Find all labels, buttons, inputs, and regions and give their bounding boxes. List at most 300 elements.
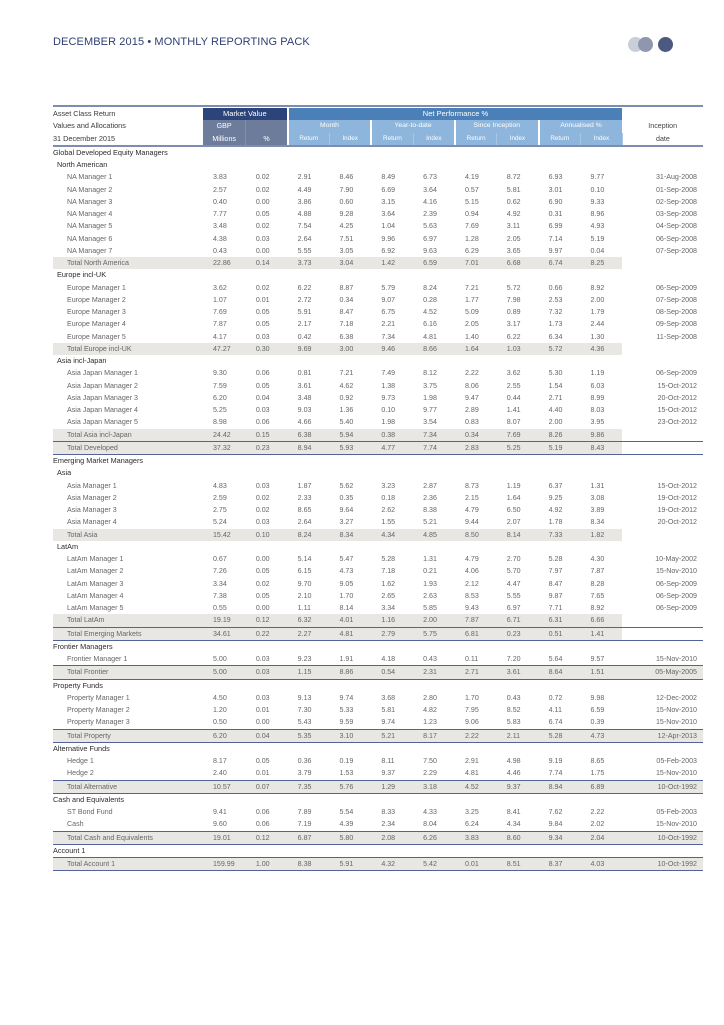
ytd-return-cell: 1.55: [381, 518, 396, 527]
inception-date-cell: 06-Sep-2009: [655, 369, 697, 378]
ytd-index-cell: 0.43: [423, 655, 437, 664]
market-value-millions-cell: 2.75: [212, 506, 227, 515]
annualised-index-cell: 4.30: [590, 555, 605, 564]
market-value-millions-cell: 4.50: [212, 693, 227, 702]
since-inception-return-cell: 7.01: [455, 257, 497, 269]
month-return-cell: 2.64: [297, 518, 312, 527]
row-label: Europe Manager 3: [67, 308, 126, 317]
row-label: Asia Japan Manager 5: [67, 418, 138, 427]
annualised-return-cell: 6.90: [548, 197, 563, 206]
row-label: Asia Manager 3: [67, 506, 117, 515]
annualised-index-cell: 9.77: [590, 173, 605, 182]
market-value-percent-cell: 0.14: [246, 257, 288, 269]
market-value-millions-cell: 37.32: [203, 441, 246, 454]
row-label: Asia Japan Manager 2: [67, 381, 138, 390]
month-return-cell: 1.87: [297, 481, 312, 490]
ytd-return-cell: 1.38: [381, 381, 396, 390]
month-return-cell: 5.35: [288, 729, 330, 742]
annualised-index-cell: 5.19: [590, 234, 605, 243]
since-inception-return-cell: 2.22: [455, 729, 497, 742]
since-inception-return-cell: 3.25: [464, 808, 479, 817]
ytd-index-cell: 3.64: [423, 185, 437, 194]
market-value-millions-cell: 15.42: [203, 529, 246, 541]
annualised-index-cell: 1.79: [590, 308, 605, 317]
since-inception-index-cell: 5.83: [506, 718, 521, 727]
annualised-return-cell: 7.14: [548, 234, 563, 243]
ytd-index-cell: 9.77: [423, 406, 437, 415]
market-value-percent-cell: 0.01: [255, 769, 270, 778]
ytd-return-cell: 9.46: [371, 343, 413, 355]
annualised-return-cell: 8.47: [548, 579, 563, 588]
market-value-percent-cell: 0.06: [255, 820, 270, 829]
annualised-index-cell: 8.34: [590, 518, 605, 527]
market-value-percent-cell: 0.03: [255, 406, 270, 415]
row-label: Asia Manager 2: [67, 493, 117, 502]
month-return-cell: 3.86: [297, 197, 312, 206]
market-value-millions-cell: 0.50: [212, 718, 227, 727]
market-value-millions-cell: 3.34: [212, 579, 227, 588]
total-row: [53, 831, 703, 844]
inception-date-cell: 06-Sep-2009: [655, 604, 697, 613]
annualised-index-cell: 8.92: [590, 604, 605, 613]
since-inception-return-cell: 2.83: [455, 441, 497, 454]
since-inception-return-cell: 2.89: [464, 406, 479, 415]
table-row: [53, 220, 703, 232]
table-row: [53, 704, 703, 716]
subsection-row: [53, 467, 703, 479]
annualised-index-cell: 6.03: [590, 381, 605, 390]
since-inception-return-cell: 1.28: [464, 234, 479, 243]
row-label: Total Europe incl-UK: [53, 343, 203, 355]
section-row: [53, 742, 703, 755]
inception-header-line-2: date: [656, 134, 670, 143]
market-value-percent-cell: 0.22: [246, 627, 288, 640]
market-value-percent-cell: 1.00: [246, 858, 288, 871]
month-index-cell: 3.00: [329, 343, 371, 355]
row-label: Total Property: [53, 729, 203, 742]
month-return-cell: 3.61: [297, 381, 312, 390]
ytd-index-cell: 8.17: [413, 729, 455, 742]
ytd-return-cell: 2.21: [381, 320, 396, 329]
month-index-cell: 6.38: [339, 332, 354, 341]
row-label: Total Developed: [53, 441, 203, 454]
since-inception-return-cell: 6.24: [464, 820, 479, 829]
annualised-index-cell: 8.92: [590, 283, 605, 292]
month-index-cell: 1.91: [339, 655, 354, 664]
since-inception-index-cell: 8.72: [506, 173, 521, 182]
annualised-index-cell: 7.65: [590, 591, 605, 600]
section-row: [53, 793, 703, 806]
since-inception-index-cell: 9.37: [497, 780, 539, 793]
since-inception-index-cell: 1.64: [506, 493, 521, 502]
row-label: LatAm: [57, 541, 79, 551]
month-return-cell: 1.11: [297, 604, 311, 613]
month-index-cell: 4.73: [339, 567, 354, 576]
total-row: [53, 441, 703, 454]
inception-date-cell: 10-May-2002: [655, 555, 697, 564]
month-return-cell: 2.10: [297, 591, 312, 600]
ytd-index-cell: 2.63: [423, 591, 437, 600]
month-index-cell: 7.21: [339, 369, 354, 378]
annualised-index-cell: 8.03: [590, 406, 605, 415]
section-row: [53, 455, 703, 468]
since-inception-index-cell: 6.68: [497, 257, 539, 269]
market-value-percent-cell: 0.04: [246, 729, 288, 742]
table-row: [53, 196, 703, 208]
inception-date-cell: 15-Oct-2012: [657, 381, 697, 390]
annualised-return-cell: 4.92: [548, 506, 563, 515]
inception-date-cell: 15-Nov-2010: [655, 820, 697, 829]
annualised-index-cell: 1.51: [580, 666, 622, 679]
month-return-cell: 8.38: [288, 858, 330, 871]
month-index-cell: 0.34: [339, 295, 354, 304]
annualised-index-cell: 1.82: [580, 529, 622, 541]
row-label: Total North America: [53, 257, 203, 269]
since-inception-return-cell: 4.79: [464, 506, 479, 515]
since-inception-return-cell: 4.06: [464, 567, 479, 576]
market-value-millions-cell: 4.38: [212, 234, 227, 243]
table-row: [53, 767, 703, 780]
market-value-percent-cell: 0.00: [255, 197, 270, 206]
ytd-return-cell: 6.75: [381, 308, 396, 317]
row-label: Global Developed Equity Managers: [53, 147, 168, 157]
annualised-return-cell: 8.37: [539, 858, 581, 871]
market-value-millions-cell: 7.38: [212, 591, 227, 600]
market-value-millions-cell: 0.55: [212, 604, 227, 613]
market-value-millions-cell: 19.19: [203, 614, 246, 627]
since-inception-index-header: Index: [497, 133, 539, 145]
annualised-return-cell: 9.19: [548, 757, 563, 766]
market-value-millions-cell: 0.43: [212, 246, 227, 255]
month-index-cell: 4.01: [329, 614, 371, 627]
month-index-cell: 9.05: [339, 579, 354, 588]
market-value-millions-cell: 9.60: [212, 820, 227, 829]
month-index-cell: 1.36: [339, 406, 354, 415]
ytd-index-cell: 2.87: [423, 481, 437, 490]
month-return-cell: 7.19: [297, 820, 312, 829]
percent-header: %: [246, 133, 288, 145]
inception-date-cell: 10-Oct-1992: [622, 858, 703, 871]
total-row: [53, 529, 703, 541]
since-inception-return-cell: 4.81: [464, 769, 479, 778]
month-return-cell: 5.91: [297, 308, 312, 317]
market-value-percent-cell: 0.03: [255, 518, 270, 527]
annualised-index-cell: 1.31: [590, 481, 605, 490]
ytd-return-cell: 5.81: [381, 706, 396, 715]
table-row: [53, 716, 703, 729]
market-value-percent-cell: 0.06: [255, 369, 270, 378]
table-row: [53, 392, 703, 404]
annualised-return-cell: 9.87: [548, 591, 563, 600]
market-value-millions-cell: 10.57: [203, 780, 246, 793]
market-value-percent-cell: 0.02: [255, 173, 270, 182]
market-value-percent-cell: 0.05: [255, 757, 270, 766]
annualised-return-cell: 0.72: [548, 693, 563, 702]
market-value-percent-cell: 0.05: [255, 381, 270, 390]
since-inception-return-cell: 1.64: [455, 343, 497, 355]
table-row: [53, 492, 703, 504]
month-index-cell: 5.54: [339, 808, 354, 817]
month-index-cell: 1.53: [339, 769, 354, 778]
row-label: Europe Manager 4: [67, 320, 126, 329]
row-label: LatAm Manager 3: [67, 579, 124, 588]
ytd-return-cell: 1.98: [381, 418, 396, 427]
inception-date-cell: 15-Oct-2012: [657, 481, 697, 490]
annualised-return-cell: 2.53: [548, 295, 563, 304]
market-value-millions-cell: 0.67: [212, 555, 227, 564]
total-row: [53, 343, 703, 355]
annualised-index-cell: 3.95: [590, 418, 605, 427]
since-inception-index-cell: 0.44: [506, 393, 521, 402]
market-value-millions-cell: 9.30: [212, 369, 227, 378]
month-index-cell: 5.80: [329, 831, 371, 844]
annualised-index-cell: 7.87: [590, 567, 605, 576]
inception-date-cell: [622, 441, 703, 454]
since-inception-index-cell: 8.51: [497, 858, 539, 871]
annualised-group-header: Annualised %: [539, 120, 623, 132]
since-inception-return-cell: 4.52: [455, 780, 497, 793]
month-return-cell: 8.94: [288, 441, 330, 454]
annualised-return-cell: 4.11: [548, 706, 562, 715]
market-value-percent-cell: 0.02: [255, 493, 270, 502]
asset-class-return-table: [53, 108, 703, 871]
ytd-return-header: Return: [371, 133, 413, 145]
table-row: [53, 602, 703, 614]
month-return-cell: 6.22: [297, 283, 312, 292]
annualised-index-cell: 0.04: [590, 246, 605, 255]
row-label: NA Manager 2: [67, 185, 113, 194]
market-value-percent-cell: 0.12: [246, 614, 288, 627]
total-row: [53, 257, 703, 269]
market-value-percent-cell: 0.03: [246, 666, 288, 679]
since-inception-return-cell: 5.15: [464, 197, 479, 206]
since-inception-index-cell: 7.98: [506, 295, 521, 304]
ytd-return-cell: 2.65: [381, 591, 396, 600]
table-row: [53, 653, 703, 666]
ytd-index-cell: 7.50: [423, 757, 437, 766]
annualised-index-cell: 9.86: [580, 429, 622, 442]
header-label-line-3: 31 December 2015: [53, 133, 116, 143]
annualised-index-cell: 2.02: [590, 820, 605, 829]
month-index-cell: 3.05: [339, 246, 354, 255]
inception-date-cell: [622, 627, 703, 640]
row-label: Europe Manager 2: [67, 295, 126, 304]
subsection-row: [53, 541, 703, 553]
since-inception-index-cell: 0.43: [506, 693, 521, 702]
month-group-header: Month: [288, 120, 372, 132]
month-index-cell: 3.27: [339, 518, 354, 527]
since-inception-group-header: Since Inception: [455, 120, 539, 132]
row-label: Frontier Manager 1: [67, 655, 128, 664]
inception-header-line-1: Inception: [648, 122, 678, 131]
since-inception-return-cell: 8.73: [464, 481, 479, 490]
subsection-row: [53, 355, 703, 367]
ytd-index-header: Index: [413, 133, 455, 145]
ytd-return-cell: 4.32: [371, 858, 413, 871]
since-inception-index-cell: 1.03: [497, 343, 539, 355]
table-row: [53, 480, 703, 492]
ytd-index-cell: 2.39: [423, 210, 437, 219]
annualised-index-cell: 4.03: [580, 858, 622, 871]
annualised-return-cell: 5.28: [539, 729, 581, 742]
annualised-return-cell: 8.64: [539, 666, 581, 679]
inception-date-cell: 19-Oct-2012: [657, 506, 697, 515]
inception-date-cell: 31-Aug-2008: [655, 173, 697, 182]
annualised-return-cell: 5.72: [539, 343, 581, 355]
inception-date-cell: 03-Sep-2008: [655, 210, 697, 219]
ytd-return-cell: 9.37: [381, 769, 396, 778]
market-value-millions-cell: 7.59: [212, 381, 227, 390]
month-index-cell: 5.91: [329, 858, 371, 871]
inception-date-cell: 04-Sep-2008: [655, 222, 697, 231]
since-inception-return-cell: 9.06: [464, 718, 479, 727]
ytd-return-cell: 1.16: [371, 614, 413, 627]
annualised-index-cell: 6.89: [580, 780, 622, 793]
since-inception-return-cell: 8.06: [464, 381, 479, 390]
since-inception-index-cell: 6.22: [506, 332, 521, 341]
annualised-return-cell: 2.71: [548, 393, 563, 402]
since-inception-return-cell: 3.83: [455, 831, 497, 844]
net-performance-header: Net Performance %: [288, 108, 623, 120]
table-row: [53, 578, 703, 590]
month-index-cell: 5.94: [329, 429, 371, 442]
month-index-cell: 4.25: [339, 222, 354, 231]
row-label: Emerging Market Managers: [53, 456, 144, 466]
market-value-percent-cell: 0.02: [255, 185, 270, 194]
ytd-index-cell: 2.00: [413, 614, 455, 627]
row-label: Asia Japan Manager 3: [67, 393, 138, 402]
since-inception-index-cell: 1.19: [506, 481, 521, 490]
ytd-return-cell: 9.07: [381, 295, 396, 304]
month-return-cell: 3.48: [297, 393, 312, 402]
market-value-percent-cell: 0.10: [246, 529, 288, 541]
market-value-percent-cell: 0.05: [255, 320, 270, 329]
month-index-header: Index: [329, 133, 371, 145]
table-row: [53, 516, 703, 528]
total-row: [53, 729, 703, 742]
ytd-return-cell: 9.73: [381, 393, 396, 402]
table-row: [53, 380, 703, 392]
row-label: Alternative Funds: [53, 743, 110, 753]
since-inception-index-cell: 8.52: [506, 706, 521, 715]
ytd-index-cell: 4.52: [423, 308, 437, 317]
month-return-cell: 6.32: [288, 614, 330, 627]
table-header: [53, 108, 703, 147]
annualised-return-cell: 1.78: [548, 518, 563, 527]
month-return-cell: 9.23: [297, 655, 312, 664]
row-label: Total Asia: [53, 529, 203, 541]
total-row: [53, 780, 703, 793]
month-index-cell: 5.76: [329, 780, 371, 793]
since-inception-return-cell: 7.87: [455, 614, 497, 627]
since-inception-index-cell: 8.14: [497, 529, 539, 541]
inception-date-cell: 05-Feb-2003: [656, 808, 697, 817]
market-value-percent-cell: 0.05: [255, 210, 270, 219]
month-index-cell: 8.47: [339, 308, 354, 317]
ytd-return-cell: 0.54: [371, 666, 413, 679]
row-label: Property Manager 3: [67, 718, 130, 727]
ytd-index-cell: 2.29: [423, 769, 437, 778]
since-inception-return-cell: 8.53: [464, 591, 479, 600]
row-label: Property Funds: [53, 680, 103, 690]
ytd-return-cell: 6.69: [381, 185, 396, 194]
market-value-millions-cell: 6.20: [212, 393, 227, 402]
month-index-cell: 8.14: [339, 604, 354, 613]
market-value-header: Market Value: [203, 108, 288, 120]
table-row: [53, 755, 703, 767]
market-value-millions-cell: 5.00: [212, 655, 227, 664]
month-return-cell: 2.33: [297, 493, 312, 502]
inception-date-cell: 06-Sep-2008: [655, 234, 697, 243]
since-inception-return-cell: 2.91: [464, 757, 479, 766]
market-value-percent-cell: 0.12: [246, 831, 288, 844]
table-row: [53, 565, 703, 577]
month-index-cell: 0.60: [339, 197, 354, 206]
market-value-percent-cell: 0.01: [255, 295, 270, 304]
market-value-percent-cell: 0.00: [255, 604, 270, 613]
table-row: [53, 233, 703, 245]
annualised-return-cell: 6.31: [539, 614, 581, 627]
since-inception-return-cell: 2.05: [464, 320, 479, 329]
annualised-return-cell: 5.19: [539, 441, 581, 454]
since-inception-index-cell: 0.23: [497, 627, 539, 640]
annualised-index-cell: 6.59: [590, 706, 605, 715]
ytd-index-cell: 4.33: [423, 808, 437, 817]
month-return-cell: 8.65: [297, 506, 312, 515]
ytd-return-cell: 2.79: [371, 627, 413, 640]
total-row: [53, 429, 703, 442]
annualised-return-cell: 6.74: [539, 257, 581, 269]
ytd-index-cell: 1.23: [423, 718, 437, 727]
table-row: [53, 404, 703, 416]
month-index-cell: 0.92: [339, 393, 354, 402]
month-index-cell: 9.59: [339, 718, 354, 727]
annualised-index-cell: 3.08: [590, 493, 605, 502]
inception-date-cell: 20-Oct-2012: [657, 393, 697, 402]
row-label: Europe Manager 5: [67, 332, 126, 341]
month-index-cell: 1.70: [339, 591, 354, 600]
annualised-return-cell: 7.32: [548, 308, 563, 317]
annualised-index-cell: 8.65: [590, 757, 605, 766]
since-inception-index-cell: 4.46: [506, 769, 521, 778]
since-inception-return-cell: 5.09: [464, 308, 479, 317]
month-index-cell: 0.35: [339, 493, 354, 502]
inception-date-cell: [622, 429, 703, 442]
since-inception-return-cell: 1.70: [464, 693, 479, 702]
month-return-cell: 7.35: [288, 780, 330, 793]
row-label: Property Manager 1: [67, 693, 130, 702]
ytd-return-cell: 1.04: [381, 222, 396, 231]
annualised-return-cell: 0.66: [548, 283, 563, 292]
market-value-percent-cell: 0.05: [255, 591, 270, 600]
inception-date-cell: 15-Nov-2010: [655, 769, 697, 778]
month-index-cell: 7.90: [339, 185, 354, 194]
row-label: NA Manager 3: [67, 197, 113, 206]
ytd-return-cell: 5.28: [381, 555, 396, 564]
market-value-millions-cell: 22.86: [203, 257, 246, 269]
market-value-millions-cell: 5.25: [212, 406, 227, 415]
annualised-return-cell: 2.00: [548, 418, 563, 427]
market-value-percent-cell: 0.02: [255, 222, 270, 231]
annualised-return-cell: 6.74: [548, 718, 563, 727]
market-value-percent-cell: 0.30: [246, 343, 288, 355]
row-label: NA Manager 5: [67, 222, 113, 231]
inception-date-cell: 06-Sep-2009: [655, 591, 697, 600]
table-row: [53, 590, 703, 602]
month-return-cell: 4.88: [297, 210, 312, 219]
top-rule-divider: [53, 105, 703, 107]
ytd-index-cell: 6.73: [423, 173, 437, 182]
